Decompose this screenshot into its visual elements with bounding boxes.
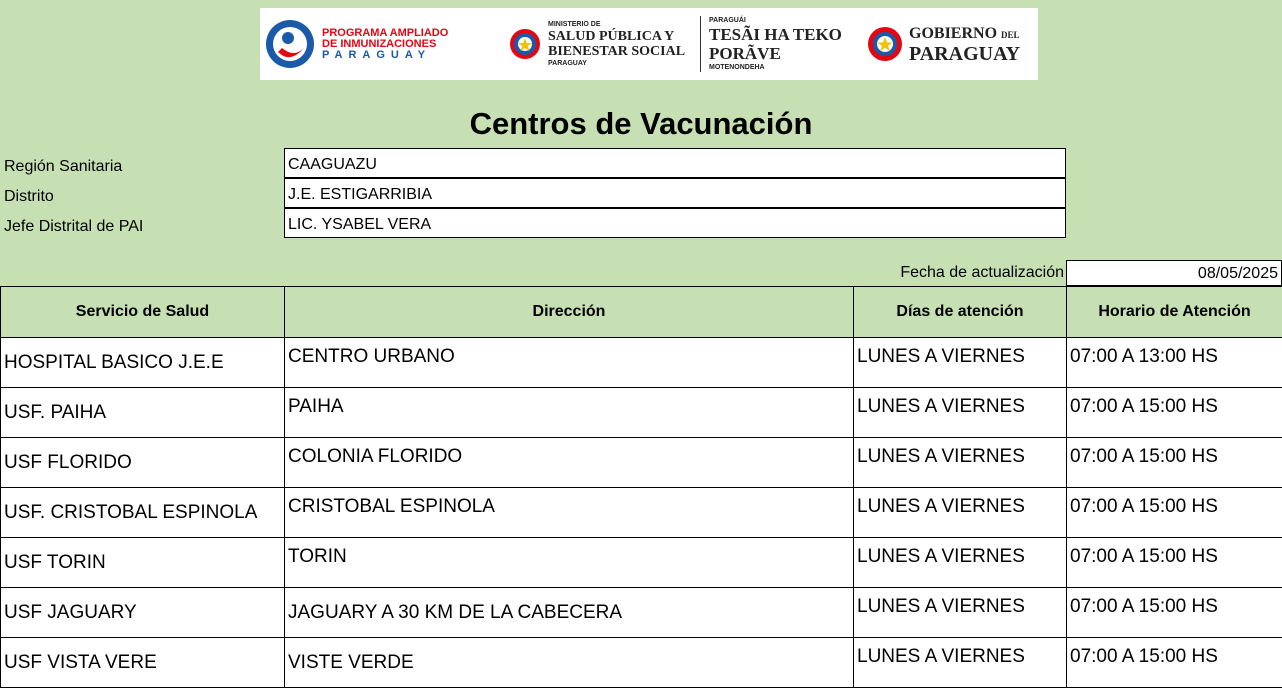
cell-dias[interactable]: LUNES A VIERNES	[854, 538, 1067, 588]
ministerio-logo	[508, 8, 686, 80]
cell-dias[interactable]: LUNES A VIERNES	[854, 638, 1067, 688]
tesai-line1: TESÃI HA TEKO	[709, 25, 859, 44]
pai-line2: DE INMUNIZACIONES	[322, 39, 448, 50]
cell-dias[interactable]: LUNES A VIERNES	[854, 488, 1067, 538]
gobierno-del: DEL	[1001, 30, 1020, 40]
vaccination-centers-table	[0, 286, 1282, 688]
ministerio-line1: SALUD PÚBLICA Y	[548, 29, 685, 44]
cell-horario[interactable]: 07:00 A 15:00 HS	[1067, 388, 1282, 438]
cell-horario[interactable]: 07:00 A 15:00 HS	[1067, 488, 1282, 538]
fecha-value[interactable]: 08/05/2025	[1066, 260, 1282, 286]
cell-servicio[interactable]: USF JAGUARY	[1, 588, 285, 638]
header-servicio: Servicio de Salud	[1, 287, 285, 338]
cell-servicio[interactable]: HOSPITAL BASICO J.E.E	[1, 338, 285, 388]
cell-servicio[interactable]: USF. CRISTOBAL ESPINOLA	[1, 488, 285, 538]
jefe-label: Jefe Distrital de PAI	[4, 218, 143, 236]
gobierno-logo	[865, 8, 1020, 80]
table-header-row	[1, 287, 1282, 338]
region-value[interactable]: CAAGUAZU	[284, 148, 1066, 178]
cell-direccion[interactable]: COLONIA FLORIDO	[285, 438, 854, 488]
cell-dias[interactable]: LUNES A VIERNES	[854, 388, 1067, 438]
header-direccion: Dirección	[285, 287, 854, 338]
cell-horario[interactable]: 07:00 A 15:00 HS	[1067, 438, 1282, 488]
tesai-logo	[709, 16, 859, 72]
page-title: Centros de Vacunación	[0, 106, 1282, 142]
cell-servicio[interactable]: USF FLORIDO	[1, 438, 285, 488]
table-row	[1, 438, 1282, 488]
table-row	[1, 538, 1282, 588]
tesai-line2: PORÃVE	[709, 44, 859, 63]
gobierno-line1: GOBIERNO	[909, 25, 997, 42]
pai-line3: PARAGUAY	[322, 50, 448, 61]
distrito-label: Distrito	[4, 188, 54, 206]
paraguay-shield-icon	[508, 27, 542, 61]
table-row	[1, 588, 1282, 638]
ministerio-small: MINISTERIO DE	[548, 20, 685, 29]
cell-servicio[interactable]: USF TORIN	[1, 538, 285, 588]
table-row	[1, 488, 1282, 538]
pai-line1: PROGRAMA AMPLIADO	[322, 28, 448, 39]
cell-servicio[interactable]: USF. PAIHA	[1, 388, 285, 438]
ministerio-line2: BIENESTAR SOCIAL	[548, 44, 685, 59]
fecha-label: Fecha de actualización	[900, 264, 1064, 282]
tesai-small: PARAGUÁI	[709, 16, 859, 25]
jefe-value[interactable]: LIC. YSABEL VERA	[284, 208, 1066, 238]
cell-direccion[interactable]: TORIN	[285, 538, 854, 588]
cell-horario[interactable]: 07:00 A 15:00 HS	[1067, 588, 1282, 638]
header-dias: Días de atención	[854, 287, 1067, 338]
pai-logo	[260, 8, 490, 80]
paraguay-star-icon	[865, 24, 905, 64]
cell-direccion[interactable]: JAGUARY A 30 KM DE LA CABECERA	[285, 588, 854, 638]
cell-horario[interactable]: 07:00 A 15:00 HS	[1067, 638, 1282, 688]
cell-dias[interactable]: LUNES A VIERNES	[854, 338, 1067, 388]
cell-servicio[interactable]: USF VISTA VERE	[1, 638, 285, 688]
gobierno-line2: PARAGUAY	[909, 44, 1020, 64]
cell-dias[interactable]: LUNES A VIERNES	[854, 438, 1067, 488]
cell-horario[interactable]: 07:00 A 13:00 HS	[1067, 338, 1282, 388]
region-label: Región Sanitaria	[4, 158, 122, 176]
cell-direccion[interactable]: CENTRO URBANO	[285, 338, 854, 388]
ministerio-foot: PARAGUAY	[548, 59, 685, 68]
cell-direccion[interactable]: PAIHA	[285, 388, 854, 438]
table-row	[1, 338, 1282, 388]
table-row	[1, 638, 1282, 688]
cell-dias[interactable]: LUNES A VIERNES	[854, 588, 1067, 638]
pai-emblem-icon	[264, 18, 316, 70]
logo-divider	[700, 16, 701, 72]
distrito-value[interactable]: J.E. ESTIGARRIBIA	[284, 178, 1066, 208]
table-row	[1, 388, 1282, 438]
header-horario: Horario de Atención	[1067, 287, 1282, 338]
logo-banner	[260, 8, 1038, 80]
cell-horario[interactable]: 07:00 A 15:00 HS	[1067, 538, 1282, 588]
cell-direccion[interactable]: CRISTOBAL ESPINOLA	[285, 488, 854, 538]
tesai-foot: MOTENONDEHA	[709, 63, 859, 72]
cell-direccion[interactable]: VISTE VERDE	[285, 638, 854, 688]
